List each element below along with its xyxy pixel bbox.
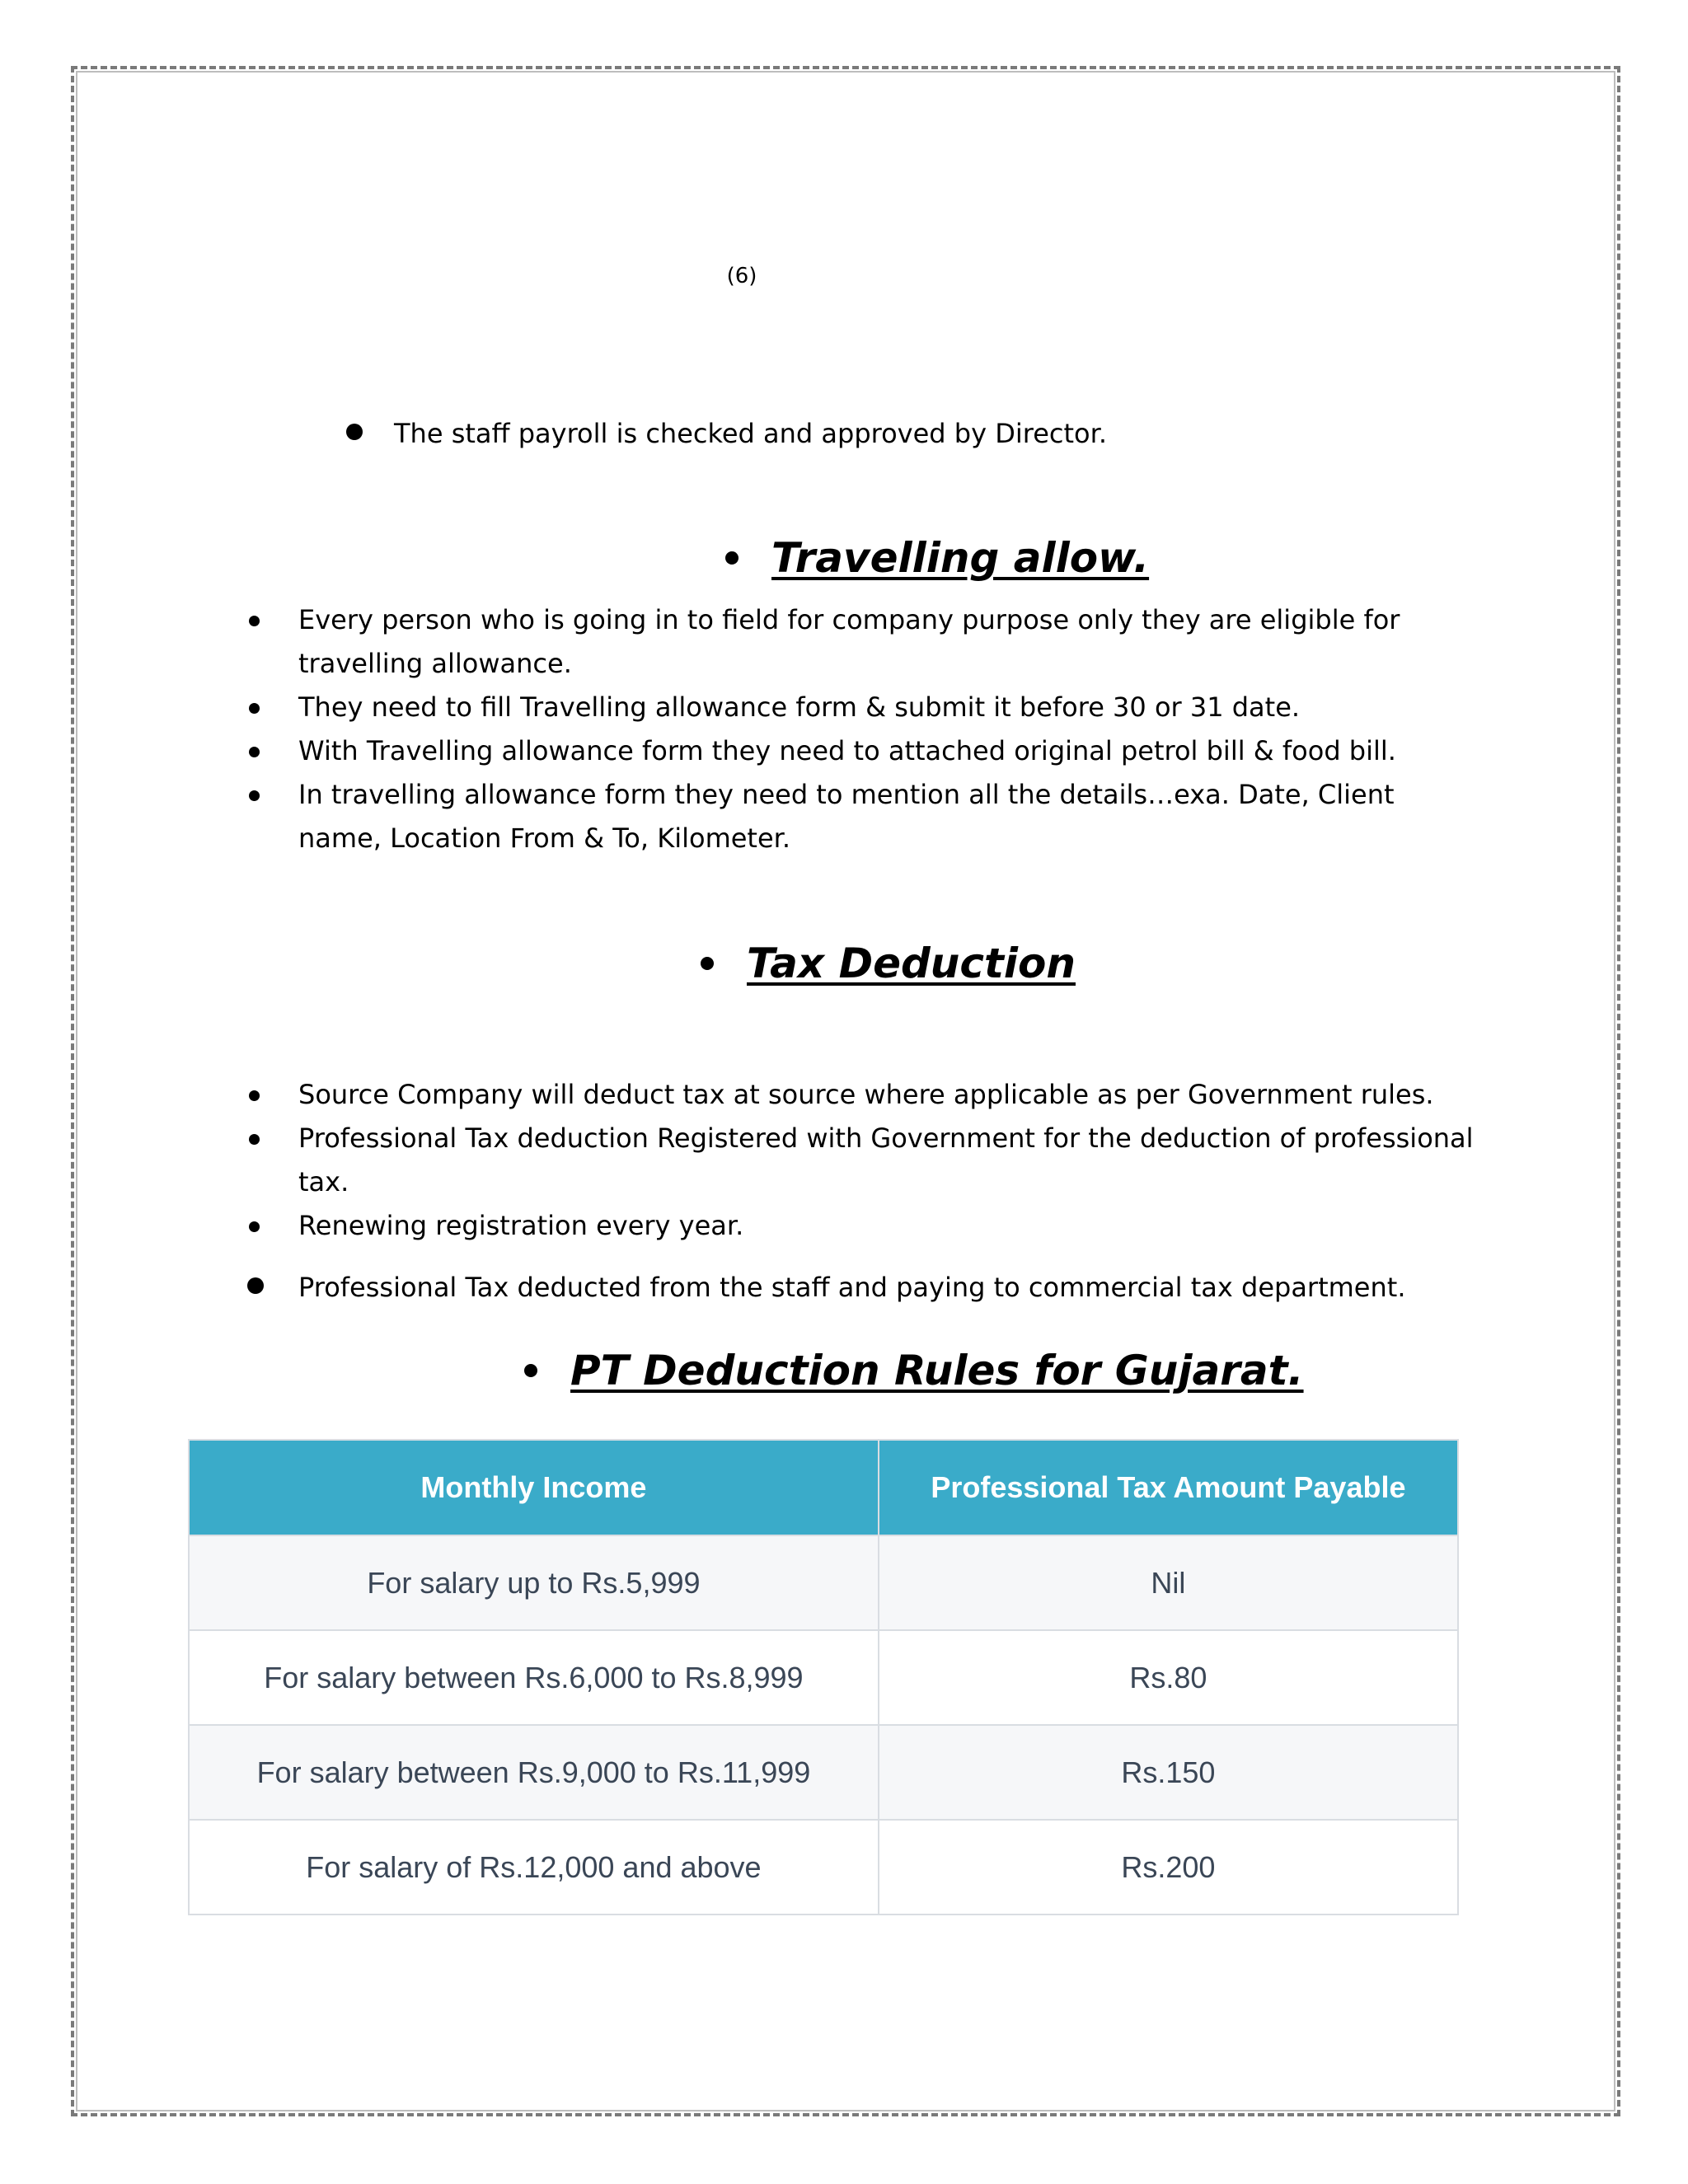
bullet-icon bbox=[249, 1134, 260, 1145]
income-cell: For salary up to Rs.5,999 bbox=[189, 1535, 879, 1630]
column-header-tax: Professional Tax Amount Payable bbox=[879, 1440, 1458, 1535]
bullet-icon bbox=[701, 957, 714, 970]
travel-heading bbox=[725, 534, 1149, 582]
list-item bbox=[247, 729, 1484, 773]
list-item bbox=[247, 686, 1484, 729]
tax-cell: Rs.80 bbox=[879, 1630, 1458, 1725]
table-row bbox=[189, 1820, 1458, 1915]
column-header-income: Monthly Income bbox=[189, 1440, 879, 1535]
travel-heading-text: Travelling allow. bbox=[771, 534, 1150, 582]
bullet-icon bbox=[249, 616, 260, 626]
list-item bbox=[247, 1117, 1484, 1204]
tax-cell: Rs.200 bbox=[879, 1820, 1458, 1915]
table-row bbox=[189, 1630, 1458, 1725]
list-item-text: With Travelling allowance form they need to attached original petrol bill & food bill. bbox=[298, 735, 1396, 766]
list-item-text: They need to fill Travelling allowance form & submit it before 30 or 31 date. bbox=[298, 691, 1301, 723]
list-item-text: In travelling allowance form they need to mention all the details…exa. Date, Client name, Location From & To, Kilometer. bbox=[298, 779, 1395, 854]
bullet-icon bbox=[346, 424, 363, 440]
payroll-note bbox=[346, 412, 1107, 456]
page-number: (6) bbox=[726, 264, 757, 288]
list-item bbox=[247, 1073, 1484, 1117]
bullet-icon bbox=[249, 1090, 260, 1101]
list-item-text: Every person who is going in to field for company purpose only they are eligible for travelling allowance. bbox=[298, 604, 1400, 679]
bullet-icon bbox=[247, 1277, 264, 1294]
bullet-icon bbox=[524, 1364, 537, 1377]
list-item bbox=[247, 1266, 1484, 1310]
travel-list bbox=[247, 598, 1484, 860]
bullet-icon bbox=[249, 1221, 260, 1232]
list-item bbox=[247, 598, 1484, 686]
pt-heading bbox=[524, 1347, 1304, 1394]
payroll-note-text: The staff payroll is checked and approved by Director. bbox=[394, 418, 1107, 449]
tax-cell: Rs.150 bbox=[879, 1725, 1458, 1820]
list-item-text: Professional Tax deduction Registered with Government for the deduction of professional tax. bbox=[298, 1122, 1474, 1197]
pt-heading-text: PT Deduction Rules for Gujarat. bbox=[570, 1347, 1304, 1394]
list-item bbox=[247, 773, 1484, 860]
bullet-icon bbox=[249, 747, 260, 757]
bullet-icon bbox=[725, 551, 738, 565]
tax-list bbox=[247, 1073, 1484, 1310]
income-cell: For salary of Rs.12,000 and above bbox=[189, 1820, 879, 1915]
pt-table bbox=[188, 1439, 1459, 1915]
tax-heading bbox=[701, 940, 1076, 987]
list-item-text: Professional Tax deducted from the staff and paying to commercial tax department. bbox=[298, 1272, 1406, 1303]
table-row bbox=[189, 1535, 1458, 1630]
table-header-row bbox=[189, 1440, 1458, 1535]
list-item-text: Renewing registration every year. bbox=[298, 1210, 744, 1241]
list-item bbox=[247, 1204, 1484, 1248]
income-cell: For salary between Rs.6,000 to Rs.8,999 bbox=[189, 1630, 879, 1725]
bullet-icon bbox=[249, 703, 260, 714]
table-row bbox=[189, 1725, 1458, 1820]
bullet-icon bbox=[249, 790, 260, 801]
list-item-text: Source Company will deduct tax at source where applicable as per Government rules. bbox=[298, 1079, 1434, 1110]
tax-cell: Nil bbox=[879, 1535, 1458, 1630]
tax-heading-text: Tax Deduction bbox=[747, 940, 1076, 987]
income-cell: For salary between Rs.9,000 to Rs.11,999 bbox=[189, 1725, 879, 1820]
